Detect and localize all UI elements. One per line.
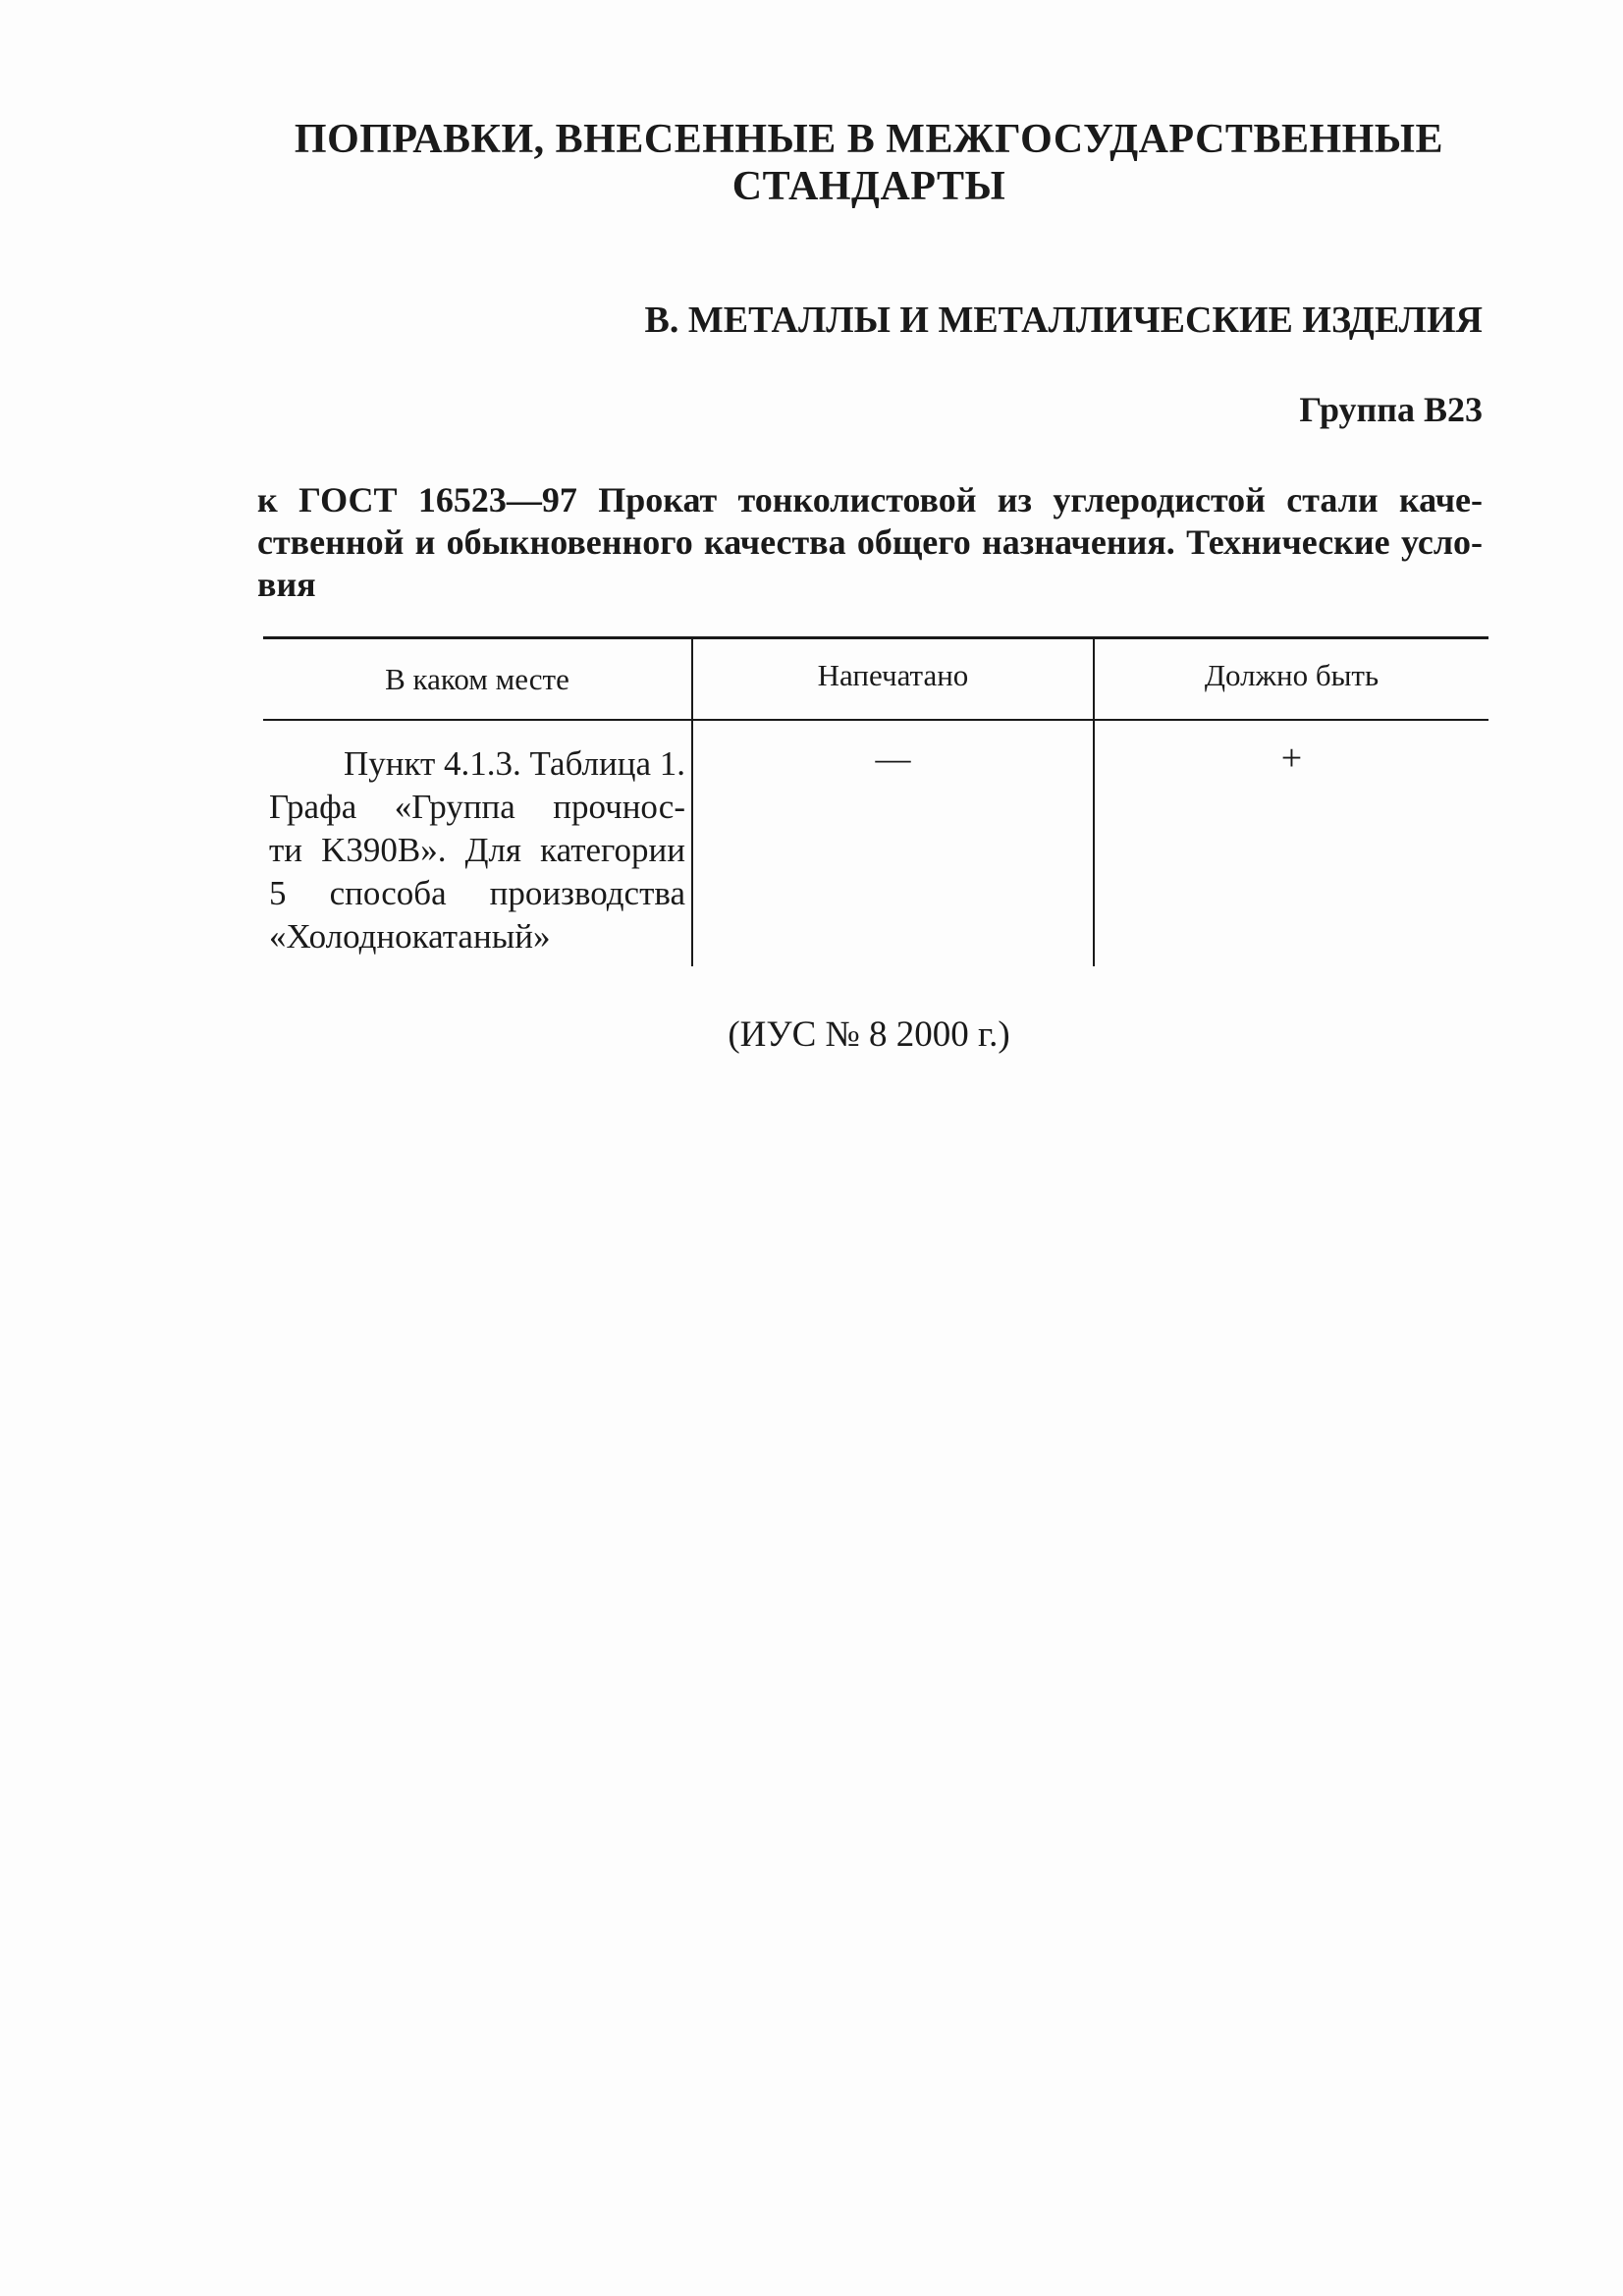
location-line: «Холоднокатаный» — [269, 917, 551, 956]
table-top-rule — [263, 636, 1488, 639]
column-header-correct: Должно быть — [1204, 658, 1380, 692]
table-row-printed-cell: — — [875, 738, 911, 778]
column-header-printed: Напечатано — [817, 658, 969, 692]
standard-reference-line-3: вия — [257, 565, 316, 604]
column-header-location: В каком месте — [385, 662, 569, 696]
location-line: 5 способа производства — [269, 874, 685, 912]
table-row-correct-cell: + — [1280, 738, 1303, 779]
page-title-line-2: СТАНДАРТЫ — [731, 164, 1006, 209]
group-label: Группа B23 — [1299, 390, 1483, 429]
location-line: Графа «Группа прочнос- — [269, 788, 685, 826]
page-title — [236, 116, 1502, 210]
table-header-rule — [263, 719, 1488, 721]
section-title: B. МЕТАЛЛЫ И МЕТАЛЛИЧЕСКИЕ ИЗДЕЛИЯ — [644, 300, 1483, 341]
corrections-table — [263, 636, 1488, 970]
standard-reference-line-1: к ГОСТ 16523—97 Прокат тонколистовой из углеродистой стали каче- — [257, 480, 1483, 519]
page-title-line-1: ПОПРАВКИ, ВНЕСЕННЫЕ В МЕЖГОСУДАРСТВЕННЫЕ — [294, 117, 1444, 162]
standard-reference-line-2: ственной и обыкновенного качества общего назначения. Технические усло- — [257, 522, 1483, 562]
table-row-location-cell — [269, 742, 685, 958]
location-line: Пункт 4.1.3. Таблица 1. — [343, 744, 685, 783]
source-note: (ИУС № 8 2000 г.) — [728, 1014, 1010, 1055]
location-line: ти K390B». Для категории — [269, 831, 685, 869]
standard-reference — [257, 479, 1483, 606]
